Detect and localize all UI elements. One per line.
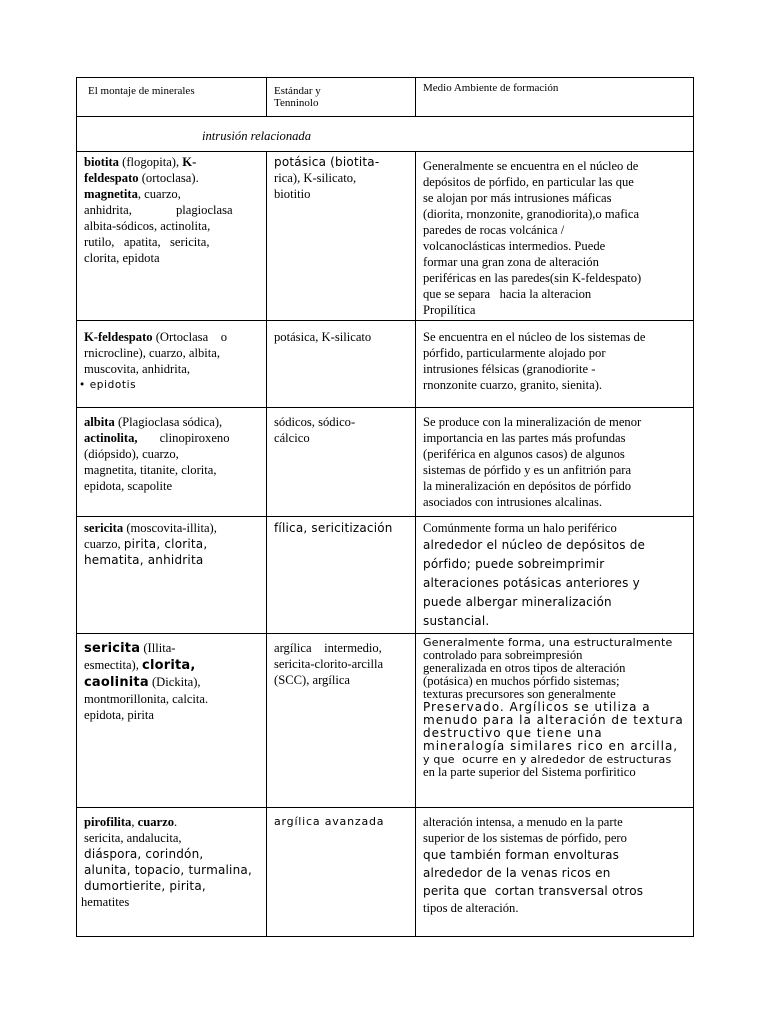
header-minerals (77, 78, 267, 117)
mineral-text: (Plagioclasa sódica), (114, 415, 223, 429)
environment-text: (potásica) en muchos pórfido sistemas; (423, 674, 620, 688)
environment-text: generalizada en otros tipos de alteración (423, 661, 626, 675)
environment-text: controlado para sobreimpresión (423, 648, 583, 662)
mineral-text: cuarzo, (84, 537, 124, 551)
standard-text: sódicos, sódico- (274, 415, 356, 429)
environment-text: volcanoclásticas intermedios. Puede (423, 239, 606, 253)
environment-text: se alojan por más intrusiones máficas (423, 191, 612, 205)
header-row (77, 78, 694, 117)
standard-cell (267, 808, 416, 937)
mineral-text: epidota, pirita (84, 708, 154, 722)
environment-text: pórfido; puede sobreimprimir (423, 557, 605, 571)
environment-text: Comúnmente forma un halo periférico (423, 521, 617, 535)
table-row (77, 808, 694, 937)
mineral-text: • epidotis (79, 379, 137, 391)
environment-text: Se produce con la mineralización de menor (423, 415, 642, 429)
mineral-text: albita-sódicos, actinolita, (84, 219, 211, 233)
mineral-text: (moscovita-illita), (123, 521, 217, 535)
environment-text: intrusiones félsicas (granodiorite - (423, 362, 596, 376)
environment-text: mineralogía similares rico en arcilla, (423, 739, 679, 753)
table-row (77, 634, 694, 808)
mineral-text: , (131, 815, 138, 829)
mineral-text: (Ortoclasa o (152, 330, 228, 344)
header-environment-text: Medio Ambiente de formación (423, 82, 559, 94)
table-row (77, 517, 694, 634)
mineral-text: (Illita- (140, 641, 176, 655)
mineral-text: hematites (81, 895, 130, 909)
mineral-bold: K-feldespato (84, 330, 153, 344)
mineral-text: clinopiroxeno (137, 431, 230, 445)
table-row (77, 321, 694, 408)
environment-text: pórfido, particularmente alojado por (423, 346, 606, 360)
mineral-text: muscovita, anhidrita, (84, 362, 190, 376)
environment-text: y que ocurre en y alrededor de estructuras (423, 753, 672, 766)
minerals-cell (77, 517, 267, 634)
mineral-bold: sericita (84, 641, 141, 656)
section-title: intrusión relacionada (202, 129, 312, 143)
mineral-text: clorita, epidota (84, 251, 160, 265)
environment-text: Se encuentra en el núcleo de los sistemas de (423, 330, 646, 344)
minerals-table (76, 77, 694, 937)
standard-cell (267, 517, 416, 634)
environment-cell (416, 408, 694, 517)
mineral-text: . (174, 815, 178, 829)
environment-text: depósitos de pórfido, en particular las que (423, 175, 634, 189)
standard-text: potásica, K-silicato (274, 330, 372, 344)
environment-cell (416, 808, 694, 937)
environment-cell (416, 152, 694, 321)
environment-text: formar una gran zona de alteración (423, 255, 599, 269)
section-row (77, 117, 694, 152)
environment-text: (periférica en algunos casos) de algunos (423, 447, 625, 461)
mineral-text: (Dickita), (148, 675, 201, 689)
standard-text: argílica avanzada (274, 815, 385, 828)
environment-text: alrededor de la venas ricos en (423, 866, 611, 880)
header-standard (267, 78, 416, 117)
mineral-bold: clorita, (142, 658, 196, 673)
standard-text: potásica (biotita- (274, 155, 380, 169)
header-minerals-text: El montaje de minerales (88, 85, 195, 97)
environment-text: que se separa hacia la alteracion (423, 287, 592, 301)
standard-cell (267, 321, 416, 408)
environment-text: en la parte superior del Sistema porfiritico (423, 765, 636, 779)
header-standard-line2: Tenninolo (274, 97, 319, 109)
mineral-bold: cuarzo (137, 815, 175, 829)
mineral-text: (ortoclasa). (138, 171, 199, 185)
environment-text: menudo para la alteración de textura (423, 713, 684, 727)
mineral-bold: biotita (84, 155, 119, 169)
environment-text: destructivo que tiene una (423, 726, 603, 740)
standard-text: argílica intermedio, (274, 641, 382, 655)
environment-text: alteración intensa, a menudo en la parte (423, 815, 623, 829)
mineral-text: dumortierite, pirita, (84, 879, 206, 893)
standard-text: cálcico (274, 431, 310, 445)
environment-text: rnonzonite cuarzo, granito, sienita). (423, 378, 603, 392)
environment-text: asociados con intrusiones alcalinas. (423, 495, 603, 509)
mineral-text: (flogopita), (118, 155, 183, 169)
environment-text: paredes de rocas volcánica / (423, 223, 565, 237)
minerals-cell (77, 634, 267, 808)
mineral-bold: actinolita, (84, 431, 138, 445)
environment-cell (416, 321, 694, 408)
standard-cell (267, 152, 416, 321)
environment-text: periféricas en las paredes(sin K-feldespato) (423, 271, 642, 285)
environment-text: sustancial. (423, 614, 490, 628)
environment-text: (diorita, rnonzonite, granodiorita),o mafica (423, 207, 640, 221)
environment-cell (416, 517, 694, 634)
environment-text: Preservado. Argílicos se utiliza a (423, 700, 651, 714)
mineral-bold: feldespato (84, 171, 139, 185)
mineral-text: rutilo, apatita, sericita, (84, 235, 210, 249)
minerals-cell (77, 321, 267, 408)
mineral-bold: pirofilita (84, 815, 132, 829)
header-environment (416, 78, 694, 117)
mineral-bold: sericita (84, 521, 124, 535)
environment-text: Generalmente forma, una estructuralmente (423, 636, 673, 649)
section-cell (77, 117, 694, 152)
environment-text: importancia en las partes más profundas (423, 431, 626, 445)
mineral-text: sericita, andalucita, (84, 831, 182, 845)
environment-text: alteraciones potásicas anteriores y (423, 576, 640, 590)
standard-text: rica), K-silicato, (274, 171, 357, 185)
mineral-text: anhidrita, plagioclasa (84, 203, 233, 217)
header-standard-line1: Estándar y (274, 85, 321, 97)
mineral-text: alunita, topacio, turmalina, (84, 863, 252, 877)
mineral-text: pirita, clorita, (123, 537, 208, 551)
environment-text: que también forman envolturas (423, 848, 620, 862)
mineral-text: magnetita, titanite, clorita, (84, 463, 217, 477)
mineral-text: montmorillonita, calcita. (84, 692, 209, 706)
mineral-text: (diópsido), cuarzo, (84, 447, 179, 461)
mineral-bold: albita (84, 415, 115, 429)
environment-text: texturas precursores son generalmente (423, 687, 616, 701)
standard-text: (SCC), argílica (274, 673, 351, 687)
mineral-bold: magnetita (84, 187, 138, 201)
minerals-cell (77, 152, 267, 321)
mineral-text: , cuarzo, (137, 187, 181, 201)
minerals-cell (77, 808, 267, 937)
mineral-text: hematita, anhidrita (84, 553, 204, 567)
standard-text: biotitio (274, 187, 311, 201)
environment-text: la mineralización en depósitos de pórfido (423, 479, 632, 493)
table-row (77, 408, 694, 517)
mineral-text: esmectita), (84, 658, 143, 672)
standard-cell (267, 408, 416, 517)
standard-text: fílica, sericitización (274, 521, 393, 535)
standard-text: sericita-clorito-arcilla (274, 657, 384, 671)
environment-text: alrededor el núcleo de depósitos de (423, 538, 646, 552)
environment-text: Propilítica (423, 303, 476, 317)
environment-text: superior de los sistemas de pórfido, pero (423, 831, 627, 845)
mineral-bold: caolinita (84, 675, 149, 690)
environment-text: perita que cortan transversal otros (423, 884, 644, 898)
environment-text: Generalmente se encuentra en el núcleo de (423, 159, 639, 173)
environment-text: puede albergar mineralización (423, 595, 612, 609)
mineral-text: epidota, scapolite (84, 479, 173, 493)
mineral-bold: K- (182, 155, 197, 169)
environment-text: sistemas de pórfido y es un anfitrión para (423, 463, 632, 477)
environment-cell (416, 634, 694, 808)
environment-text: tipos de alteración. (423, 901, 519, 915)
minerals-cell (77, 408, 267, 517)
mineral-text: rnicrocline), cuarzo, albita, (84, 346, 221, 360)
standard-cell (267, 634, 416, 808)
mineral-text: diáspora, corindón, (84, 847, 204, 861)
table-row (77, 152, 694, 321)
